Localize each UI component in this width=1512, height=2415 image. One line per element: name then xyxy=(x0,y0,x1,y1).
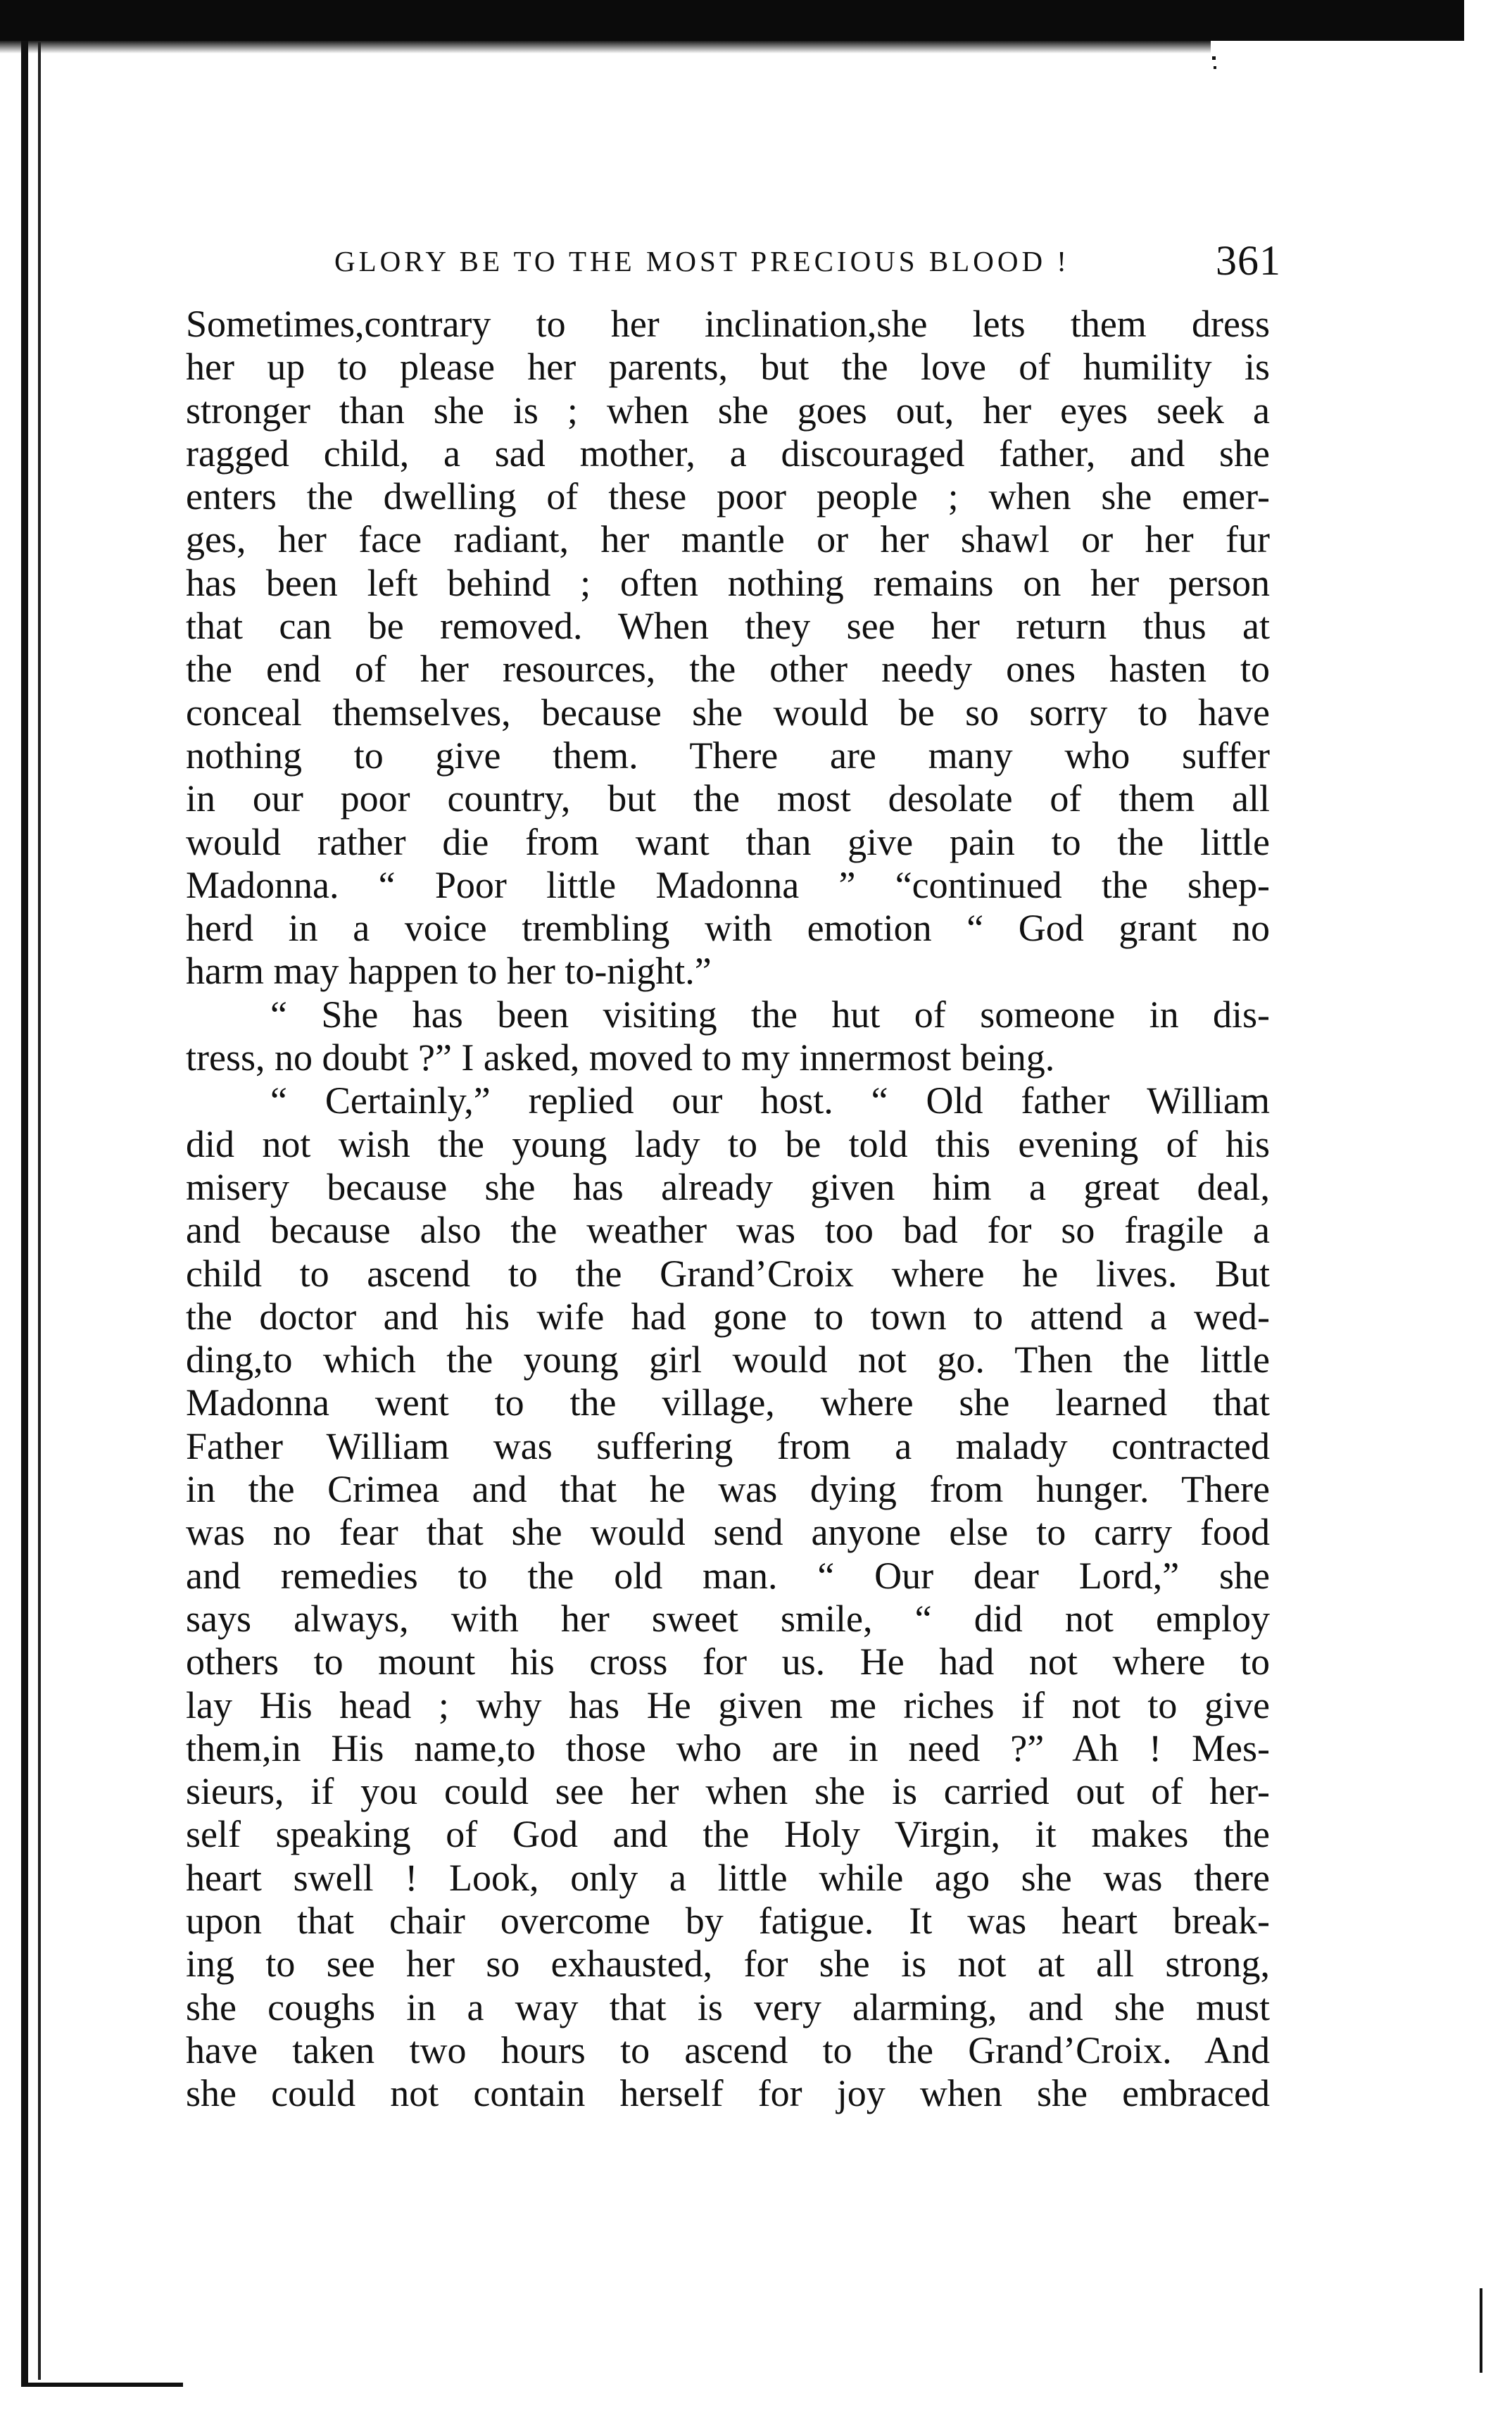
text-line: heart swell ! Look, only a little while ago she was there xyxy=(186,1856,1270,1899)
running-title: GLORY BE TO THE MOST PRECIOUS BLOOD ! xyxy=(334,245,1070,277)
text-line: has been left behind ; often nothing remains on her person xyxy=(186,561,1270,604)
scan-top-border xyxy=(0,0,1464,41)
text-line: herd in a voice trembling with emotion “ God grant no xyxy=(186,907,1270,950)
scan-speck xyxy=(1214,66,1216,69)
text-line: enters the dwelling of these poor people ; when she emer- xyxy=(186,475,1270,518)
text-line: did not wish the young lady to be told this evening of his xyxy=(186,1122,1270,1165)
scan-speck xyxy=(1480,2288,1482,2373)
text-line: “ She has been visiting the hut of someone in dis- xyxy=(270,993,1270,1036)
text-line: was no fear that she would send anyone else to carry food xyxy=(186,1511,1270,1554)
body-text xyxy=(186,303,1270,2147)
text-line: tress, no doubt ?” I asked, moved to my innermost being. xyxy=(186,1036,1055,1079)
text-line: Madonna. “ Poor little Madonna ” “continued the shep- xyxy=(186,863,1270,906)
text-line: stronger than she is ; when she goes out, her eyes seek a xyxy=(186,389,1270,432)
text-line: that can be removed. When they see her return thus at xyxy=(186,605,1270,648)
text-line: Madonna went to the village, where she learned that xyxy=(186,1381,1270,1424)
text-line: in the Crimea and that he was dying from hunger. There xyxy=(186,1468,1270,1511)
text-line: them,in His name,to those who are in need ?” Ah ! Mes- xyxy=(186,1726,1270,1769)
scan-speck xyxy=(1212,56,1216,60)
text-line: harm may happen to her to-night.” xyxy=(186,950,712,993)
text-line: says always, with her sweet smile, “ did not employ xyxy=(186,1597,1270,1640)
page-number: 361 xyxy=(1216,237,1281,284)
text-line: Father William was suffering from a malady contracted xyxy=(186,1424,1270,1467)
text-line: and remedies to the old man. “ Our dear Lord,” she xyxy=(186,1554,1270,1597)
text-line: the doctor and his wife had gone to town to attend a wed- xyxy=(186,1295,1270,1338)
scan-bottom-border xyxy=(21,2383,183,2387)
text-line: have taken two hours to ascend to the Grand’Croix. And xyxy=(186,2028,1270,2071)
text-line: she coughs in a way that is very alarming, and she must xyxy=(186,1986,1270,2028)
text-line: misery because she has already given him a great deal, xyxy=(186,1165,1270,1208)
text-line: Sometimes,contrary to her inclination,she lets them dress xyxy=(186,303,1270,345)
text-line: the end of her resources, the other needy ones hasten to xyxy=(186,648,1270,691)
text-line: in our poor country, but the most desolate of them all xyxy=(186,777,1270,820)
text-line: ing to see her so exhausted, for she is not at all strong, xyxy=(186,1943,1270,1986)
text-line: and because also the weather was too bad for so fragile a xyxy=(186,1209,1270,1252)
text-line: would rather die from want than give pain to the little xyxy=(186,820,1270,863)
text-line: her up to please her parents, but the love of humility is xyxy=(186,346,1270,389)
text-line: sieurs, if you could see her when she is carried out of her- xyxy=(186,1770,1270,1813)
text-line: nothing to give them. There are many who suffer xyxy=(186,734,1270,777)
scan-left-inner-border xyxy=(38,42,41,2380)
text-line: ding,to which the young girl would not go. Then the little xyxy=(186,1338,1270,1381)
text-line: ges, her face radiant, her mantle or her shawl or her fur xyxy=(186,518,1270,561)
scan-left-border xyxy=(21,41,28,2385)
text-line: ragged child, a sad mother, a discouraged father, and she xyxy=(186,432,1270,475)
text-line: she could not contain herself for joy when she embraced xyxy=(186,2072,1270,2115)
text-line: upon that chair overcome by fatigue. It was heart break- xyxy=(186,1899,1270,1942)
text-line: others to mount his cross for us. He had not where to xyxy=(186,1641,1270,1683)
text-line: child to ascend to the Grand’Croix where he lives. But xyxy=(186,1252,1270,1295)
text-line: conceal themselves, because she would be so sorry to have xyxy=(186,691,1270,734)
text-line: “ Certainly,” replied our host. “ Old father William xyxy=(270,1079,1270,1122)
text-line: self speaking of God and the Holy Virgin, it makes the xyxy=(186,1813,1270,1856)
text-line: lay His head ; why has He given me riches if not to give xyxy=(186,1683,1270,1726)
page-header xyxy=(334,237,1281,286)
scan-top-shadow xyxy=(0,41,1211,54)
